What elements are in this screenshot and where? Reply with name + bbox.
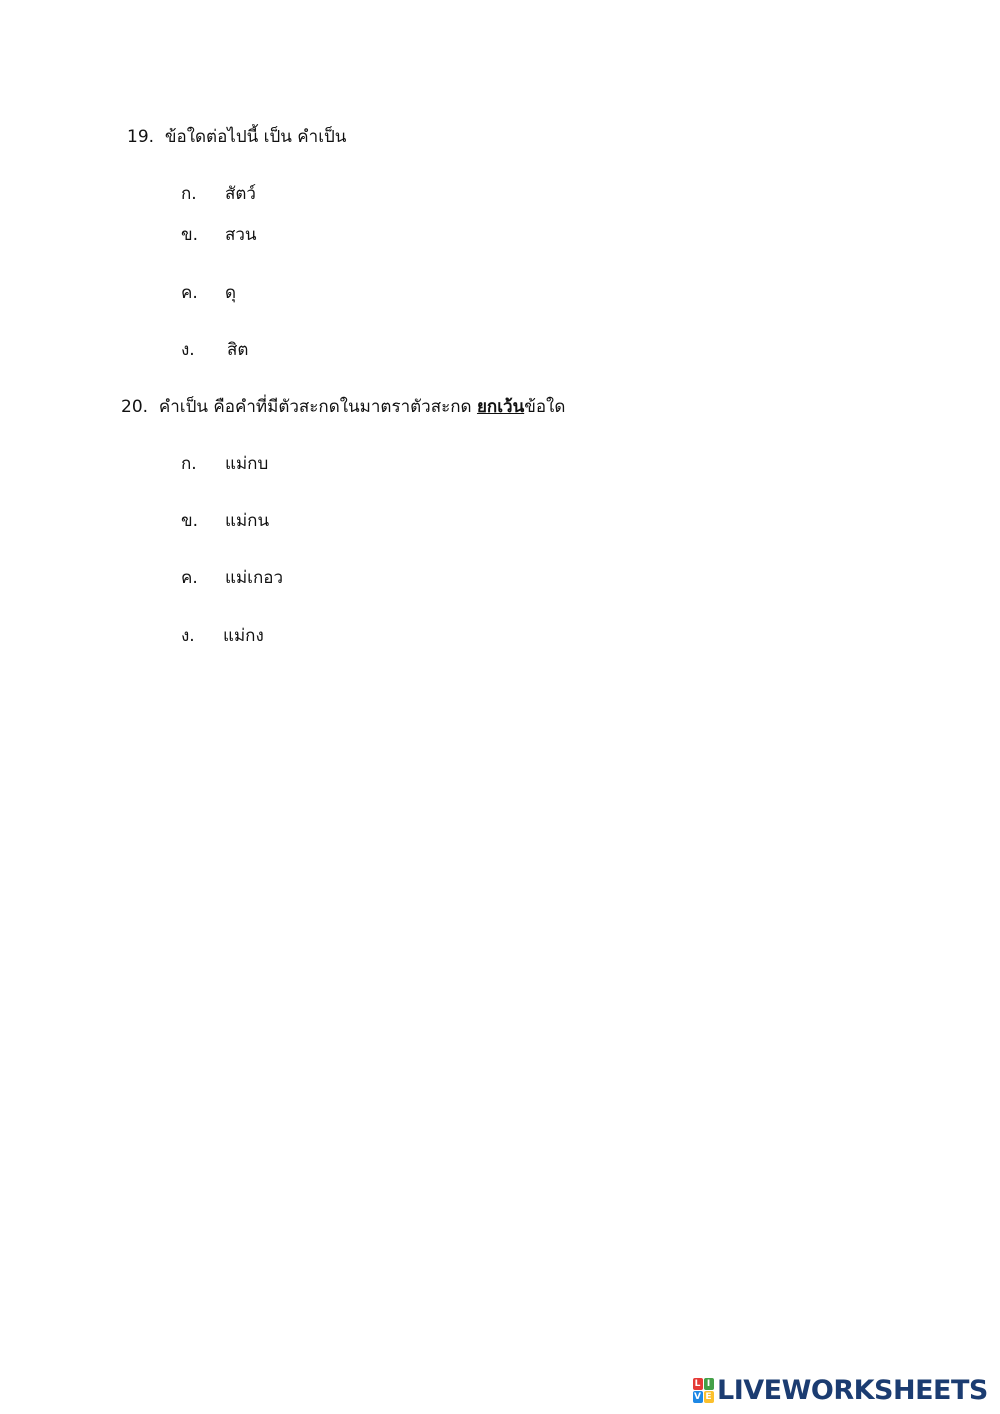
option-a[interactable] bbox=[181, 182, 256, 206]
option-letter: ก. bbox=[181, 454, 197, 474]
stem-text: คำเป็น คือคำที่มีตัวสะกดในมาตราตัวสะกด bbox=[158, 397, 477, 417]
option-text: แม่กง bbox=[223, 626, 264, 646]
option-text: สัตว์ bbox=[225, 184, 256, 204]
option-a[interactable] bbox=[181, 452, 268, 476]
option-text: ดุ bbox=[225, 283, 237, 303]
option-c[interactable] bbox=[181, 281, 236, 305]
logo-text: LIVEWORKSHEETS bbox=[717, 1374, 988, 1406]
option-text: สวน bbox=[225, 225, 257, 245]
question-20 bbox=[121, 395, 565, 419]
option-text: แม่กบ bbox=[225, 454, 269, 474]
logo-mark-letter: L bbox=[693, 1378, 703, 1390]
question-number: 19. bbox=[127, 127, 155, 147]
option-text: แม่กน bbox=[225, 511, 270, 531]
logo-mark-letter: V bbox=[694, 1391, 701, 1402]
stem-text-end: ข้อใด bbox=[524, 397, 566, 417]
question-number: 20. bbox=[121, 397, 149, 417]
question-stem: ข้อใดต่อไปนี้ เป็น คำเป็น bbox=[164, 127, 347, 147]
logo-mark-letter: I bbox=[704, 1378, 714, 1390]
option-d[interactable] bbox=[181, 624, 264, 648]
option-text: แม่เกอว bbox=[225, 568, 284, 588]
option-letter: ค. bbox=[181, 568, 198, 588]
option-letter: ข. bbox=[181, 511, 199, 531]
option-letter: ก. bbox=[181, 184, 197, 204]
option-letter: ง. bbox=[181, 340, 195, 360]
option-text: สิต bbox=[227, 340, 249, 360]
question-19 bbox=[127, 125, 346, 149]
option-letter: ง. bbox=[181, 626, 195, 646]
question-stem bbox=[159, 395, 566, 419]
logo-mark-letter: E bbox=[705, 1391, 712, 1402]
liveworksheets-logo bbox=[692, 1372, 988, 1408]
option-letter: ค. bbox=[181, 283, 198, 303]
stem-emphasis: ยกเว้น bbox=[476, 397, 525, 417]
option-b[interactable] bbox=[181, 509, 269, 533]
logo-mark-icon bbox=[692, 1377, 714, 1403]
option-b[interactable] bbox=[181, 223, 257, 247]
option-d[interactable] bbox=[181, 338, 248, 362]
option-c[interactable] bbox=[181, 566, 283, 590]
option-letter: ข. bbox=[181, 225, 199, 245]
